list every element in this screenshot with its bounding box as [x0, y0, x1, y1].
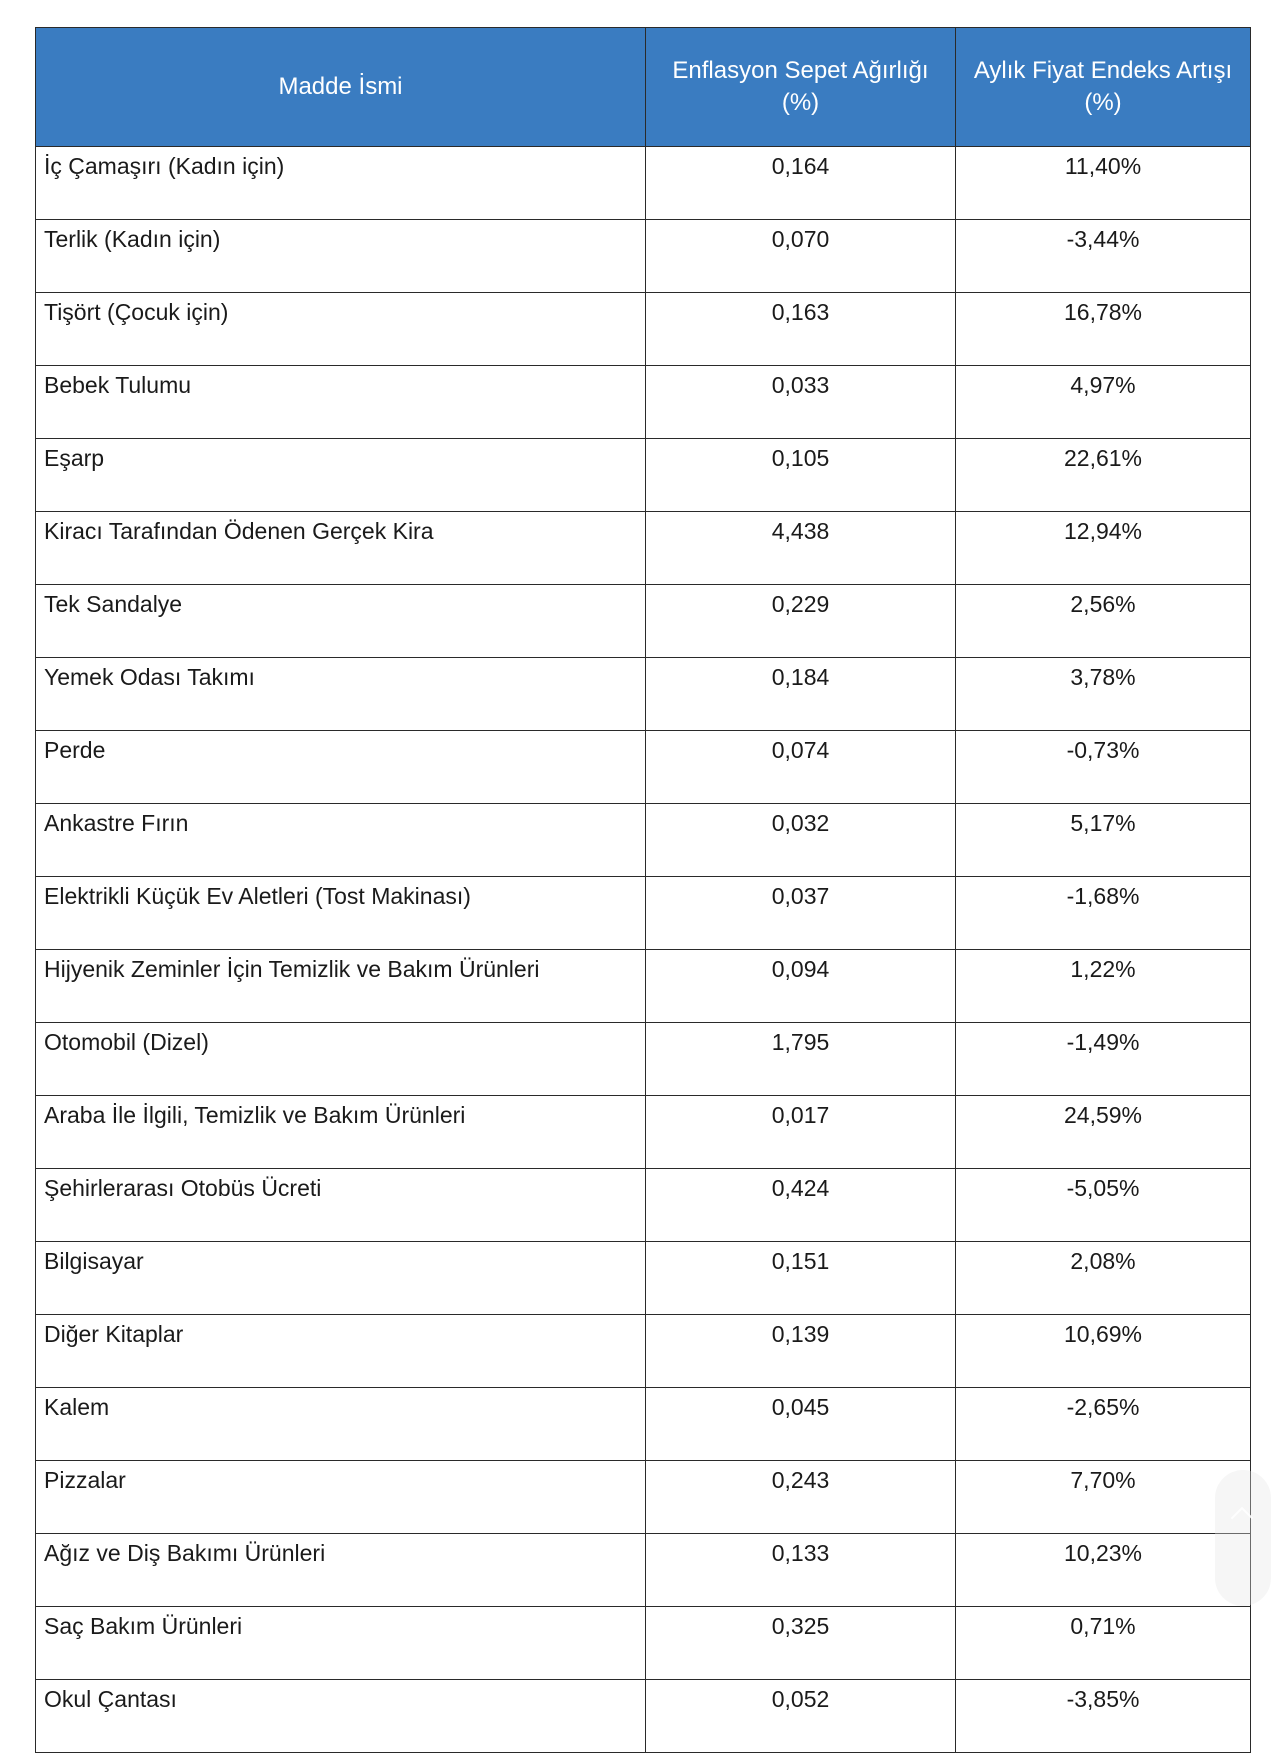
monthly-increase-cell: 10,69%: [956, 1315, 1251, 1388]
monthly-increase-cell: 2,08%: [956, 1242, 1251, 1315]
inflation-table: [35, 27, 1251, 1753]
monthly-increase-cell: 24,59%: [956, 1096, 1251, 1169]
item-name-cell: Elektrikli Küçük Ev Aletleri (Tost Makinası): [36, 877, 646, 950]
header-monthly-increase-unit: (%): [1084, 89, 1122, 116]
item-name-cell: Otomobil (Dizel): [36, 1023, 646, 1096]
basket-weight-cell: 0,164: [646, 147, 956, 220]
item-name-cell: Hijyenik Zeminler İçin Temizlik ve Bakım Ürünleri: [36, 950, 646, 1023]
table-row: [36, 731, 1251, 804]
monthly-increase-cell: 10,23%: [956, 1534, 1251, 1607]
table-row: [36, 1461, 1251, 1534]
basket-weight-cell: 0,037: [646, 877, 956, 950]
table-row: [36, 1169, 1251, 1242]
item-name-cell: Eşarp: [36, 439, 646, 512]
monthly-increase-cell: -1,68%: [956, 877, 1251, 950]
basket-weight-cell: 4,438: [646, 512, 956, 585]
table-header: [36, 28, 1251, 147]
table-row: [36, 950, 1251, 1023]
item-name-cell: Kiracı Tarafından Ödenen Gerçek Kira: [36, 512, 646, 585]
basket-weight-cell: 0,094: [646, 950, 956, 1023]
table-body: [36, 147, 1251, 1753]
item-name-cell: Perde: [36, 731, 646, 804]
item-name-cell: Araba İle İlgili, Temizlik ve Bakım Ürünleri: [36, 1096, 646, 1169]
monthly-increase-cell: 16,78%: [956, 293, 1251, 366]
basket-weight-cell: 0,074: [646, 731, 956, 804]
monthly-increase-cell: -1,49%: [956, 1023, 1251, 1096]
item-name-cell: Bebek Tulumu: [36, 366, 646, 439]
basket-weight-cell: 0,105: [646, 439, 956, 512]
basket-weight-cell: 0,139: [646, 1315, 956, 1388]
header-monthly-increase-label: Aylık Fiyat Endeks Artışı: [973, 57, 1233, 84]
item-name-cell: Tişört (Çocuk için): [36, 293, 646, 366]
header-basket-weight-label: Enflasyon Sepet Ağırlığı: [672, 57, 929, 84]
basket-weight-cell: 0,243: [646, 1461, 956, 1534]
table-row: [36, 366, 1251, 439]
basket-weight-cell: 0,133: [646, 1534, 956, 1607]
monthly-increase-cell: 22,61%: [956, 439, 1251, 512]
table-row: [36, 1023, 1251, 1096]
basket-weight-cell: 0,151: [646, 1242, 956, 1315]
monthly-increase-cell: 1,22%: [956, 950, 1251, 1023]
table-row: [36, 147, 1251, 220]
item-name-cell: Kalem: [36, 1388, 646, 1461]
table-row: [36, 1242, 1251, 1315]
header-item-name-label: Madde İsmi: [278, 73, 403, 100]
basket-weight-cell: 0,033: [646, 366, 956, 439]
item-name-cell: Bilgisayar: [36, 1242, 646, 1315]
item-name-cell: Şehirlerarası Otobüs Ücreti: [36, 1169, 646, 1242]
table-row: [36, 293, 1251, 366]
item-name-cell: İç Çamaşırı (Kadın için): [36, 147, 646, 220]
monthly-increase-cell: -0,73%: [956, 731, 1251, 804]
monthly-increase-cell: 11,40%: [956, 147, 1251, 220]
header-item-name: [36, 28, 646, 147]
basket-weight-cell: 1,795: [646, 1023, 956, 1096]
table-row: [36, 1096, 1251, 1169]
monthly-increase-cell: -2,65%: [956, 1388, 1251, 1461]
monthly-increase-cell: 7,70%: [956, 1461, 1251, 1534]
basket-weight-cell: 0,229: [646, 585, 956, 658]
item-name-cell: Saç Bakım Ürünleri: [36, 1607, 646, 1680]
item-name-cell: Okul Çantası: [36, 1680, 646, 1753]
basket-weight-cell: 0,070: [646, 220, 956, 293]
basket-weight-cell: 0,045: [646, 1388, 956, 1461]
table-row: [36, 877, 1251, 950]
basket-weight-cell: 0,184: [646, 658, 956, 731]
basket-weight-cell: 0,163: [646, 293, 956, 366]
table-row: [36, 1534, 1251, 1607]
item-name-cell: Yemek Odası Takımı: [36, 658, 646, 731]
table-row: [36, 585, 1251, 658]
header-basket-weight: [646, 28, 956, 147]
table-row: [36, 1388, 1251, 1461]
inflation-table-container: [35, 27, 1250, 1753]
table-row: [36, 1680, 1251, 1753]
table-row: [36, 1315, 1251, 1388]
monthly-increase-cell: 4,97%: [956, 366, 1251, 439]
basket-weight-cell: 0,052: [646, 1680, 956, 1753]
header-row: [36, 28, 1251, 147]
item-name-cell: Pizzalar: [36, 1461, 646, 1534]
monthly-increase-cell: 3,78%: [956, 658, 1251, 731]
monthly-increase-cell: -5,05%: [956, 1169, 1251, 1242]
monthly-increase-cell: 12,94%: [956, 512, 1251, 585]
item-name-cell: Diğer Kitaplar: [36, 1315, 646, 1388]
monthly-increase-cell: -3,85%: [956, 1680, 1251, 1753]
basket-weight-cell: 0,032: [646, 804, 956, 877]
item-name-cell: Ağız ve Diş Bakımı Ürünleri: [36, 1534, 646, 1607]
header-basket-weight-unit: (%): [781, 89, 820, 116]
monthly-increase-cell: 5,17%: [956, 804, 1251, 877]
table-row: [36, 1607, 1251, 1680]
monthly-increase-cell: 2,56%: [956, 585, 1251, 658]
table-row: [36, 439, 1251, 512]
scroll-to-top-button[interactable]: [1215, 1470, 1271, 1606]
basket-weight-cell: 0,325: [646, 1607, 956, 1680]
item-name-cell: Tek Sandalye: [36, 585, 646, 658]
header-monthly-increase: [956, 28, 1251, 147]
monthly-increase-cell: -3,44%: [956, 220, 1251, 293]
monthly-increase-cell: 0,71%: [956, 1607, 1251, 1680]
table-row: [36, 658, 1251, 731]
basket-weight-cell: 0,424: [646, 1169, 956, 1242]
item-name-cell: Ankastre Fırın: [36, 804, 646, 877]
table-row: [36, 220, 1251, 293]
item-name-cell: Terlik (Kadın için): [36, 220, 646, 293]
basket-weight-cell: 0,017: [646, 1096, 956, 1169]
table-row: [36, 512, 1251, 585]
table-row: [36, 804, 1251, 877]
chevron-up-icon: [1231, 1507, 1254, 1530]
